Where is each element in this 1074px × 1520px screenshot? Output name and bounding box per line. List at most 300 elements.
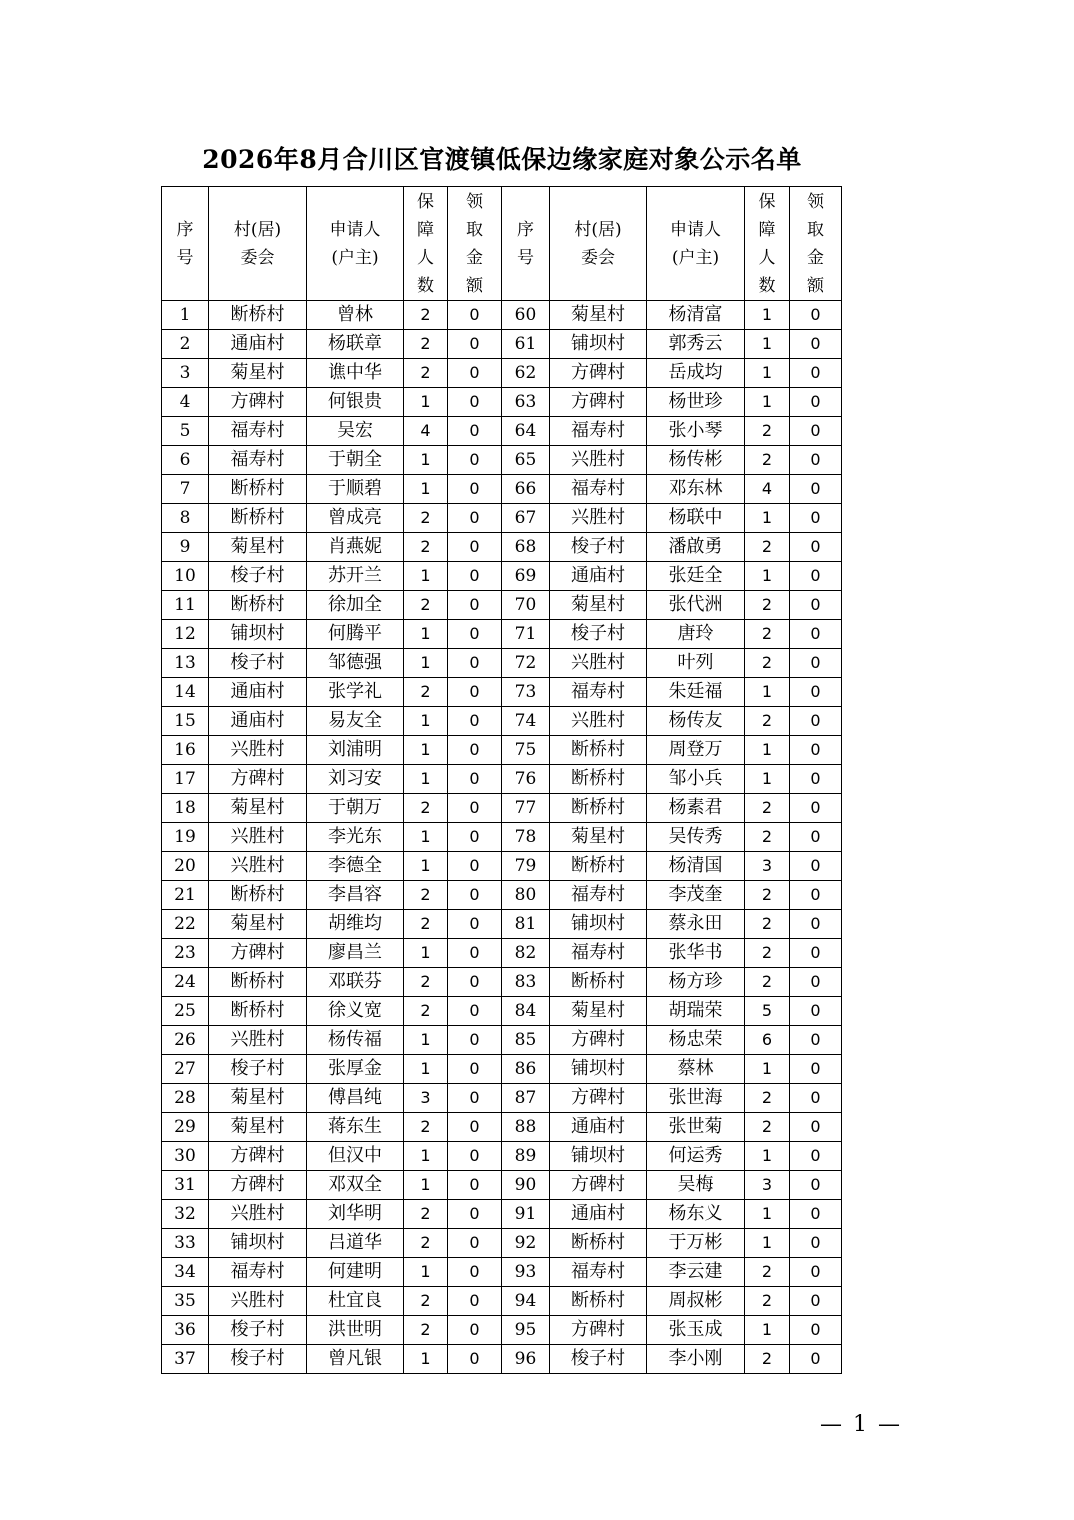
cell-people-right: 2 <box>745 794 790 823</box>
cell-seq-right: 89 <box>502 1142 550 1171</box>
cell-seq-right: 95 <box>502 1316 550 1345</box>
cell-applicant: 但汉中 <box>307 1142 404 1171</box>
cell-village: 兴胜村 <box>209 823 307 852</box>
cell-amount-right: 0 <box>790 765 842 794</box>
table-row <box>162 852 842 881</box>
cell-village-right: 福寿村 <box>550 881 647 910</box>
table-row <box>162 1258 842 1287</box>
cell-village-right: 通庙村 <box>550 1113 647 1142</box>
cell-village-right: 兴胜村 <box>550 446 647 475</box>
cell-applicant-right: 张世海 <box>647 1084 745 1113</box>
cell-people: 1 <box>404 446 448 475</box>
cell-seq: 8 <box>162 504 209 533</box>
table-row <box>162 301 842 330</box>
table-row <box>162 591 842 620</box>
cell-applicant: 胡维均 <box>307 910 404 939</box>
cell-village: 兴胜村 <box>209 1287 307 1316</box>
cell-people: 2 <box>404 330 448 359</box>
cell-amount: 0 <box>448 330 502 359</box>
cell-village: 福寿村 <box>209 446 307 475</box>
cell-seq-right: 79 <box>502 852 550 881</box>
cell-village: 梭子村 <box>209 1316 307 1345</box>
header-people-right: 保障人数 <box>745 187 790 301</box>
cell-people: 1 <box>404 1345 448 1374</box>
cell-seq: 14 <box>162 678 209 707</box>
cell-applicant: 邹德强 <box>307 649 404 678</box>
cell-seq-right: 90 <box>502 1171 550 1200</box>
cell-seq-right: 63 <box>502 388 550 417</box>
cell-village-right: 福寿村 <box>550 1258 647 1287</box>
cell-village-right: 通庙村 <box>550 1200 647 1229</box>
cell-people-right: 2 <box>745 591 790 620</box>
header-applicant: 申请人 (户主) <box>307 187 404 301</box>
cell-people: 2 <box>404 1200 448 1229</box>
cell-village-right: 梭子村 <box>550 533 647 562</box>
cell-applicant: 刘华明 <box>307 1200 404 1229</box>
cell-village: 菊星村 <box>209 794 307 823</box>
cell-applicant: 何银贵 <box>307 388 404 417</box>
cell-village: 梭子村 <box>209 649 307 678</box>
cell-people-right: 2 <box>745 620 790 649</box>
table-row <box>162 1229 842 1258</box>
cell-amount: 0 <box>448 649 502 678</box>
header-people: 保障人数 <box>404 187 448 301</box>
cell-village: 通庙村 <box>209 330 307 359</box>
cell-amount-right: 0 <box>790 678 842 707</box>
cell-seq: 16 <box>162 736 209 765</box>
cell-applicant: 肖燕妮 <box>307 533 404 562</box>
cell-seq: 13 <box>162 649 209 678</box>
cell-village-right: 兴胜村 <box>550 707 647 736</box>
cell-amount-right: 0 <box>790 446 842 475</box>
cell-amount: 0 <box>448 301 502 330</box>
cell-village-right: 菊星村 <box>550 301 647 330</box>
cell-applicant-right: 吴梅 <box>647 1171 745 1200</box>
cell-village: 断桥村 <box>209 301 307 330</box>
cell-seq-right: 88 <box>502 1113 550 1142</box>
cell-seq: 32 <box>162 1200 209 1229</box>
cell-people: 1 <box>404 823 448 852</box>
cell-people: 1 <box>404 475 448 504</box>
cell-amount: 0 <box>448 475 502 504</box>
cell-seq: 29 <box>162 1113 209 1142</box>
cell-amount: 0 <box>448 881 502 910</box>
cell-amount-right: 0 <box>790 1142 842 1171</box>
cell-amount: 0 <box>448 446 502 475</box>
cell-village: 铺坝村 <box>209 1229 307 1258</box>
cell-amount: 0 <box>448 1113 502 1142</box>
cell-village-right: 方碑村 <box>550 1026 647 1055</box>
cell-seq: 33 <box>162 1229 209 1258</box>
table-row <box>162 1171 842 1200</box>
cell-applicant-right: 杨清国 <box>647 852 745 881</box>
cell-amount: 0 <box>448 620 502 649</box>
table-row <box>162 997 842 1026</box>
cell-seq-right: 73 <box>502 678 550 707</box>
cell-seq: 25 <box>162 997 209 1026</box>
cell-village: 通庙村 <box>209 707 307 736</box>
cell-seq-right: 94 <box>502 1287 550 1316</box>
cell-seq-right: 64 <box>502 417 550 446</box>
cell-amount: 0 <box>448 794 502 823</box>
cell-amount: 0 <box>448 1258 502 1287</box>
cell-village-right: 梭子村 <box>550 620 647 649</box>
cell-people: 2 <box>404 997 448 1026</box>
cell-seq: 9 <box>162 533 209 562</box>
table-row <box>162 678 842 707</box>
cell-amount: 0 <box>448 1287 502 1316</box>
cell-people: 2 <box>404 1287 448 1316</box>
cell-people: 1 <box>404 1055 448 1084</box>
cell-village-right: 福寿村 <box>550 939 647 968</box>
cell-seq: 34 <box>162 1258 209 1287</box>
cell-applicant: 吕道华 <box>307 1229 404 1258</box>
cell-applicant: 徐加全 <box>307 591 404 620</box>
cell-people-right: 3 <box>745 852 790 881</box>
cell-seq: 1 <box>162 301 209 330</box>
cell-village-right: 兴胜村 <box>550 504 647 533</box>
cell-people: 2 <box>404 910 448 939</box>
cell-applicant: 李昌容 <box>307 881 404 910</box>
cell-seq-right: 75 <box>502 736 550 765</box>
table-row <box>162 794 842 823</box>
cell-applicant-right: 李云建 <box>647 1258 745 1287</box>
cell-people: 2 <box>404 301 448 330</box>
cell-amount: 0 <box>448 533 502 562</box>
table-row <box>162 359 842 388</box>
cell-seq: 19 <box>162 823 209 852</box>
cell-people-right: 2 <box>745 707 790 736</box>
cell-people-right: 1 <box>745 388 790 417</box>
cell-seq: 21 <box>162 881 209 910</box>
cell-village: 断桥村 <box>209 881 307 910</box>
cell-people: 2 <box>404 1113 448 1142</box>
cell-village: 方碑村 <box>209 1171 307 1200</box>
cell-applicant-right: 张华书 <box>647 939 745 968</box>
cell-seq-right: 86 <box>502 1055 550 1084</box>
cell-applicant-right: 杨传友 <box>647 707 745 736</box>
cell-applicant-right: 周登万 <box>647 736 745 765</box>
cell-village: 菊星村 <box>209 1084 307 1113</box>
cell-village: 兴胜村 <box>209 736 307 765</box>
header-applicant-right: 申请人 (户主) <box>647 187 745 301</box>
cell-people-right: 1 <box>745 504 790 533</box>
cell-applicant-right: 张小琴 <box>647 417 745 446</box>
cell-village-right: 断桥村 <box>550 1287 647 1316</box>
cell-amount-right: 0 <box>790 1229 842 1258</box>
cell-village: 断桥村 <box>209 475 307 504</box>
cell-village-right: 菊星村 <box>550 823 647 852</box>
cell-seq-right: 92 <box>502 1229 550 1258</box>
cell-applicant-right: 杨传彬 <box>647 446 745 475</box>
cell-applicant: 吴宏 <box>307 417 404 446</box>
cell-people: 2 <box>404 678 448 707</box>
cell-amount-right: 0 <box>790 997 842 1026</box>
cell-seq-right: 77 <box>502 794 550 823</box>
cell-amount-right: 0 <box>790 823 842 852</box>
cell-amount: 0 <box>448 910 502 939</box>
cell-applicant: 张学礼 <box>307 678 404 707</box>
cell-amount-right: 0 <box>790 475 842 504</box>
cell-seq-right: 81 <box>502 910 550 939</box>
cell-applicant: 廖昌兰 <box>307 939 404 968</box>
cell-amount-right: 0 <box>790 1287 842 1316</box>
cell-seq-right: 60 <box>502 301 550 330</box>
cell-amount-right: 0 <box>790 301 842 330</box>
cell-applicant-right: 张廷全 <box>647 562 745 591</box>
cell-applicant: 邓双全 <box>307 1171 404 1200</box>
cell-village-right: 断桥村 <box>550 1229 647 1258</box>
cell-amount-right: 0 <box>790 794 842 823</box>
cell-village-right: 断桥村 <box>550 968 647 997</box>
cell-people: 2 <box>404 968 448 997</box>
cell-seq: 3 <box>162 359 209 388</box>
cell-village: 兴胜村 <box>209 852 307 881</box>
cell-village: 菊星村 <box>209 359 307 388</box>
header-seq-right: 序号 <box>502 187 550 301</box>
cell-amount-right: 0 <box>790 736 842 765</box>
cell-seq-right: 76 <box>502 765 550 794</box>
cell-people: 2 <box>404 591 448 620</box>
cell-village-right: 菊星村 <box>550 997 647 1026</box>
cell-amount: 0 <box>448 562 502 591</box>
cell-seq-right: 91 <box>502 1200 550 1229</box>
cell-people-right: 2 <box>745 968 790 997</box>
cell-people-right: 1 <box>745 1229 790 1258</box>
cell-applicant-right: 吴传秀 <box>647 823 745 852</box>
cell-applicant-right: 蔡永田 <box>647 910 745 939</box>
cell-village-right: 福寿村 <box>550 417 647 446</box>
cell-seq-right: 67 <box>502 504 550 533</box>
cell-amount-right: 0 <box>790 1171 842 1200</box>
cell-applicant-right: 周叔彬 <box>647 1287 745 1316</box>
cell-seq-right: 80 <box>502 881 550 910</box>
cell-seq-right: 82 <box>502 939 550 968</box>
cell-seq: 23 <box>162 939 209 968</box>
cell-applicant: 蒋东生 <box>307 1113 404 1142</box>
cell-applicant-right: 邹小兵 <box>647 765 745 794</box>
table-row <box>162 881 842 910</box>
cell-village-right: 铺坝村 <box>550 1055 647 1084</box>
cell-amount-right: 0 <box>790 1026 842 1055</box>
cell-village-right: 福寿村 <box>550 475 647 504</box>
cell-amount-right: 0 <box>790 881 842 910</box>
cell-village: 方碑村 <box>209 388 307 417</box>
cell-applicant: 杨联章 <box>307 330 404 359</box>
cell-village: 梭子村 <box>209 1055 307 1084</box>
cell-seq: 11 <box>162 591 209 620</box>
cell-village: 菊星村 <box>209 910 307 939</box>
table-row <box>162 765 842 794</box>
cell-people: 1 <box>404 562 448 591</box>
table-row <box>162 475 842 504</box>
cell-people-right: 1 <box>745 736 790 765</box>
cell-applicant: 徐义宽 <box>307 997 404 1026</box>
cell-applicant: 刘习安 <box>307 765 404 794</box>
page-title: 2026年8月合川区官渡镇低保边缘家庭对象公示名单 <box>202 145 802 174</box>
cell-village: 菊星村 <box>209 1113 307 1142</box>
cell-applicant: 易友全 <box>307 707 404 736</box>
cell-people-right: 1 <box>745 1200 790 1229</box>
cell-applicant-right: 张世菊 <box>647 1113 745 1142</box>
cell-seq-right: 71 <box>502 620 550 649</box>
cell-applicant: 曾凡银 <box>307 1345 404 1374</box>
cell-people-right: 2 <box>745 881 790 910</box>
cell-seq-right: 78 <box>502 823 550 852</box>
cell-people: 1 <box>404 707 448 736</box>
cell-applicant: 苏开兰 <box>307 562 404 591</box>
cell-seq: 4 <box>162 388 209 417</box>
cell-amount-right: 0 <box>790 504 842 533</box>
cell-applicant-right: 李茂奎 <box>647 881 745 910</box>
cell-seq-right: 85 <box>502 1026 550 1055</box>
cell-amount: 0 <box>448 823 502 852</box>
cell-seq: 37 <box>162 1345 209 1374</box>
cell-seq: 26 <box>162 1026 209 1055</box>
cell-seq-right: 84 <box>502 997 550 1026</box>
cell-seq-right: 93 <box>502 1258 550 1287</box>
cell-applicant-right: 杨素君 <box>647 794 745 823</box>
cell-village-right: 梭子村 <box>550 1345 647 1374</box>
cell-people: 1 <box>404 852 448 881</box>
table-row <box>162 533 842 562</box>
cell-amount-right: 0 <box>790 533 842 562</box>
cell-amount-right: 0 <box>790 417 842 446</box>
table-row <box>162 707 842 736</box>
table-row <box>162 1084 842 1113</box>
cell-amount: 0 <box>448 939 502 968</box>
cell-applicant-right: 唐玲 <box>647 620 745 649</box>
cell-applicant: 曾成亮 <box>307 504 404 533</box>
cell-seq: 7 <box>162 475 209 504</box>
cell-applicant-right: 胡瑞荣 <box>647 997 745 1026</box>
table-row <box>162 649 842 678</box>
cell-people: 1 <box>404 649 448 678</box>
cell-seq: 5 <box>162 417 209 446</box>
cell-people-right: 6 <box>745 1026 790 1055</box>
cell-seq-right: 87 <box>502 1084 550 1113</box>
cell-applicant-right: 朱廷福 <box>647 678 745 707</box>
cell-amount-right: 0 <box>790 388 842 417</box>
cell-seq: 18 <box>162 794 209 823</box>
cell-amount: 0 <box>448 1316 502 1345</box>
cell-amount: 0 <box>448 736 502 765</box>
cell-applicant-right: 杨清富 <box>647 301 745 330</box>
cell-applicant-right: 杨方珍 <box>647 968 745 997</box>
cell-people-right: 2 <box>745 823 790 852</box>
cell-seq: 22 <box>162 910 209 939</box>
table-row <box>162 1200 842 1229</box>
cell-applicant-right: 岳成均 <box>647 359 745 388</box>
cell-applicant-right: 张代洲 <box>647 591 745 620</box>
cell-village: 铺坝村 <box>209 620 307 649</box>
cell-village: 通庙村 <box>209 678 307 707</box>
cell-village-right: 断桥村 <box>550 794 647 823</box>
table-row <box>162 1142 842 1171</box>
cell-people: 4 <box>404 417 448 446</box>
cell-people-right: 2 <box>745 939 790 968</box>
cell-people: 2 <box>404 504 448 533</box>
cell-amount-right: 0 <box>790 1055 842 1084</box>
cell-people: 1 <box>404 1026 448 1055</box>
cell-applicant: 何腾平 <box>307 620 404 649</box>
header-amount-right: 领取金额 <box>790 187 842 301</box>
cell-applicant-right: 潘啟勇 <box>647 533 745 562</box>
cell-amount-right: 0 <box>790 330 842 359</box>
cell-people-right: 2 <box>745 1084 790 1113</box>
table-row <box>162 388 842 417</box>
cell-applicant: 曾林 <box>307 301 404 330</box>
cell-people: 1 <box>404 765 448 794</box>
cell-people-right: 1 <box>745 359 790 388</box>
cell-applicant-right: 郭秀云 <box>647 330 745 359</box>
cell-village: 断桥村 <box>209 591 307 620</box>
cell-applicant-right: 杨世珍 <box>647 388 745 417</box>
cell-amount: 0 <box>448 1055 502 1084</box>
cell-village-right: 菊星村 <box>550 591 647 620</box>
cell-village: 断桥村 <box>209 997 307 1026</box>
cell-seq: 36 <box>162 1316 209 1345</box>
cell-seq-right: 65 <box>502 446 550 475</box>
cell-seq: 12 <box>162 620 209 649</box>
cell-amount-right: 0 <box>790 910 842 939</box>
cell-seq-right: 61 <box>502 330 550 359</box>
table-row <box>162 446 842 475</box>
cell-applicant-right: 杨联中 <box>647 504 745 533</box>
cell-people: 1 <box>404 388 448 417</box>
cell-people: 1 <box>404 736 448 765</box>
cell-people-right: 1 <box>745 1316 790 1345</box>
cell-amount: 0 <box>448 1026 502 1055</box>
cell-seq: 6 <box>162 446 209 475</box>
cell-amount-right: 0 <box>790 620 842 649</box>
cell-people-right: 1 <box>745 1055 790 1084</box>
cell-village: 福寿村 <box>209 417 307 446</box>
recipient-table <box>161 186 842 1374</box>
cell-applicant: 何建明 <box>307 1258 404 1287</box>
table-row <box>162 504 842 533</box>
cell-people: 1 <box>404 620 448 649</box>
cell-people: 3 <box>404 1084 448 1113</box>
header-village: 村(居) 委会 <box>209 187 307 301</box>
cell-people: 2 <box>404 359 448 388</box>
cell-seq: 31 <box>162 1171 209 1200</box>
cell-village: 梭子村 <box>209 1345 307 1374</box>
cell-applicant: 张厚金 <box>307 1055 404 1084</box>
cell-people-right: 2 <box>745 1113 790 1142</box>
table-row <box>162 417 842 446</box>
cell-applicant-right: 张玉成 <box>647 1316 745 1345</box>
cell-applicant: 李德全 <box>307 852 404 881</box>
table-row <box>162 910 842 939</box>
cell-amount-right: 0 <box>790 1345 842 1374</box>
cell-amount-right: 0 <box>790 562 842 591</box>
cell-amount: 0 <box>448 852 502 881</box>
cell-people-right: 2 <box>745 649 790 678</box>
cell-people-right: 1 <box>745 301 790 330</box>
cell-village: 兴胜村 <box>209 1026 307 1055</box>
cell-applicant-right: 蔡林 <box>647 1055 745 1084</box>
cell-amount: 0 <box>448 678 502 707</box>
cell-applicant: 杜宜良 <box>307 1287 404 1316</box>
cell-applicant: 洪世明 <box>307 1316 404 1345</box>
cell-amount: 0 <box>448 504 502 533</box>
cell-people-right: 1 <box>745 562 790 591</box>
cell-people: 2 <box>404 1229 448 1258</box>
cell-seq: 2 <box>162 330 209 359</box>
cell-applicant: 邓联芬 <box>307 968 404 997</box>
cell-amount-right: 0 <box>790 1258 842 1287</box>
